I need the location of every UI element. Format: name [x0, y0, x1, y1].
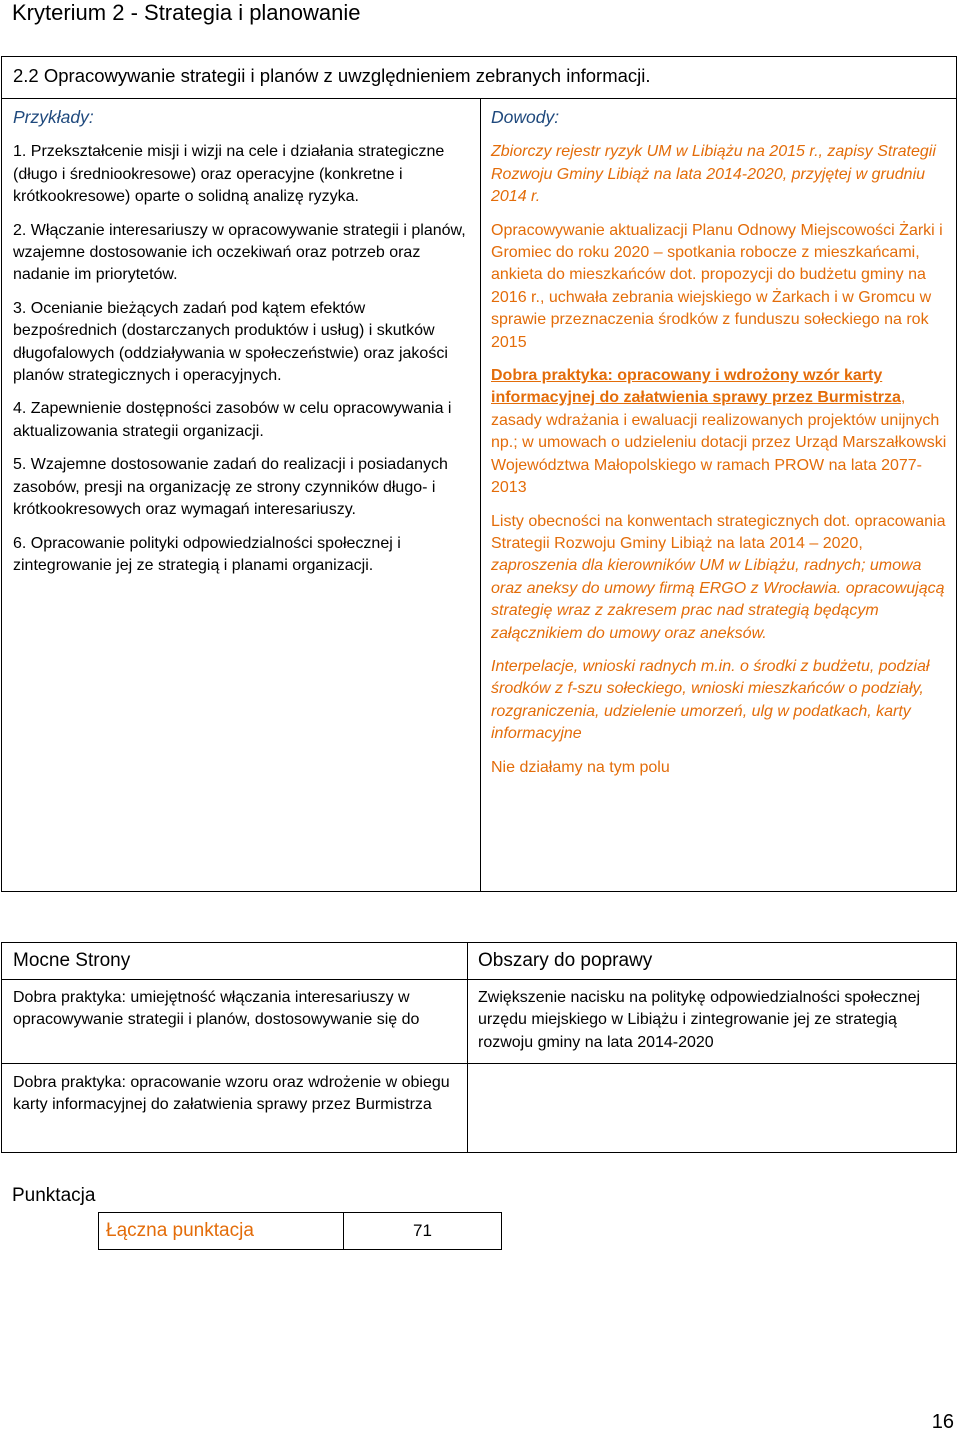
examples-heading: Przykłady: [13, 107, 94, 127]
page-number: 16 [931, 1411, 954, 1433]
total-score-label: Łączna punktacja [106, 1220, 254, 1241]
evidence-item-6: Nie działamy na tym polu [491, 758, 670, 776]
evidence-item-3 [491, 365, 953, 499]
examples-column [13, 106, 468, 588]
evidence-item-3-rest: , zasady wdrażania i ewaluacji realizowanych projektów unijnych np.; w umowach o udzieleniu dotacji przez Urząd Marszałkowski Województwa Małopolskiego w ramach PROW na lata 2077-2013 [491, 389, 947, 497]
sw-row-divider [2, 1063, 956, 1064]
improvements-heading: Obszary do poprawy [478, 950, 653, 971]
strength-item-2: Dobra praktyka: opracowanie wzoru oraz wdrożenie w obiegu karty informacyjnej do załatwienia sprawy przez Burmistrza [13, 1074, 450, 1114]
section-title: 2.2 Opracowywanie strategii i planów z uwzględnieniem zebranych informacji. [13, 65, 651, 86]
evidence-item-4b: zaproszenia dla kierowników UM w Libiążu, radnych; umowa oraz aneksy do umowy firmą ERGO z Wrocławia. opracowującą strategię wraz z zakresem prac nad strategią będącym załącznikiem do umowy oraz aneksów. [491, 557, 945, 642]
example-item-6: 6. Opracowanie polityki odpowiedzialności społecznej i zintegrowanie jej ze strategią i planami organizacji. [13, 534, 401, 574]
sw-header-divider [2, 979, 956, 980]
evidence-heading: Dowody: [491, 107, 560, 127]
criteria-table [1, 56, 957, 892]
total-score-value: 71 [413, 1221, 432, 1240]
example-item-2: 2. Włączanie interesariuszy w opracowywanie strategii i planów, wzajemne dostosowanie ich oczekiwań oraz potrzeb oraz nadanie im priorytetów. [13, 221, 466, 284]
strengths-improvements-table [1, 942, 957, 1153]
evidence-item-5: Interpelacje, wnioski radnych m.in. o środki z budżetu, podział środków z f-szu sołeckiego, wnioski mieszkańców o podziały, rozgraniczenia, udzielenie umorzeń, ulg w podatkach, karty informacyjne [491, 657, 930, 743]
evidence-item-1b: , zapisy Strategii Rozwoju Gminy Libiąż na lata 2014-2020, przyjętej w grudniu 2014 r. [491, 143, 936, 206]
example-item-3: 3. Ocenianie bieżących zadań pod kątem efektów bezpośrednich (dostarczanych produktów i usług) i skutków długofalowych (oddziaływania w społeczeństwie) oraz jakości planów strategicznych i operacyjnych. [13, 299, 448, 385]
evidence-item-2b: , uchwała zebrania wiejskiego w Żarkach i w Gromcu w sprawie przeznaczenia środków z funduszu sołeckiego na rok 2015 [491, 288, 932, 351]
strengths-heading: Mocne Strony [13, 950, 131, 971]
good-practice-highlight: Dobra praktyka: opracowany i wdrożony wzór karty informacyjnej do załatwienia sprawy przez Burmistrza [491, 367, 901, 407]
evidence-item-2a: Opracowywanie aktualizacji Planu Odnowy Miejscowości Żarki i Gromiec do roku 2020 – spotkania robocze z mieszkańcami, ankieta do mieszkańców dot. propozycji do budżetu gminy na 2016 r. [491, 221, 943, 306]
scoring-heading: Punktacja [12, 1185, 96, 1206]
evidence-column [491, 106, 953, 790]
score-table [98, 1212, 502, 1250]
improvement-item-1: Zwiększenie nacisku na politykę odpowiedzialności społecznej urzędu miejskiego w Libiążu i zintegrowanie jej ze strategią rozwoju gminy na lata 2014-2020 [478, 989, 921, 1051]
evidence-item-4a: Listy obecności na konwentach strategicznych dot. opracowania Strategii Rozwoju Gminy Libiąż na lata 2014 – 2020, [491, 512, 946, 552]
section-header [2, 57, 956, 99]
evidence-item-1a: Zbiorczy rejestr ryzyk UM w Libiążu na 2015 r. [491, 143, 819, 161]
strength-item-1: Dobra praktyka: umiejętność włączania interesariuszy w opracowywanie strategii i planów, dostosowywanie się do [13, 989, 420, 1029]
example-item-1: 1. Przekształcenie misji i wizji na cele i działania strategiczne (długo i średniookresowe) oraz operacyjne (konkretne i krótkookresowe) oparte o solidną analizę ryzyka. [13, 143, 445, 206]
column-divider [480, 99, 481, 891]
example-item-4: 4. Zapewnienie dostępności zasobów w celu opracowywania i aktualizowania strategii organizacji. [13, 400, 452, 440]
evidence-item-2 [491, 220, 953, 354]
page-title: Kryterium 2 - Strategia i planowanie [12, 0, 361, 25]
example-item-5: 5. Wzajemne dostosowanie zadań do realizacji i posiadanych zasobów, presji na organizację ze strony czynników długo- i krótkookresowych oraz wymagań interesariuszy. [13, 456, 448, 519]
evidence-item-1 [491, 141, 953, 208]
evidence-item-4 [491, 511, 953, 645]
